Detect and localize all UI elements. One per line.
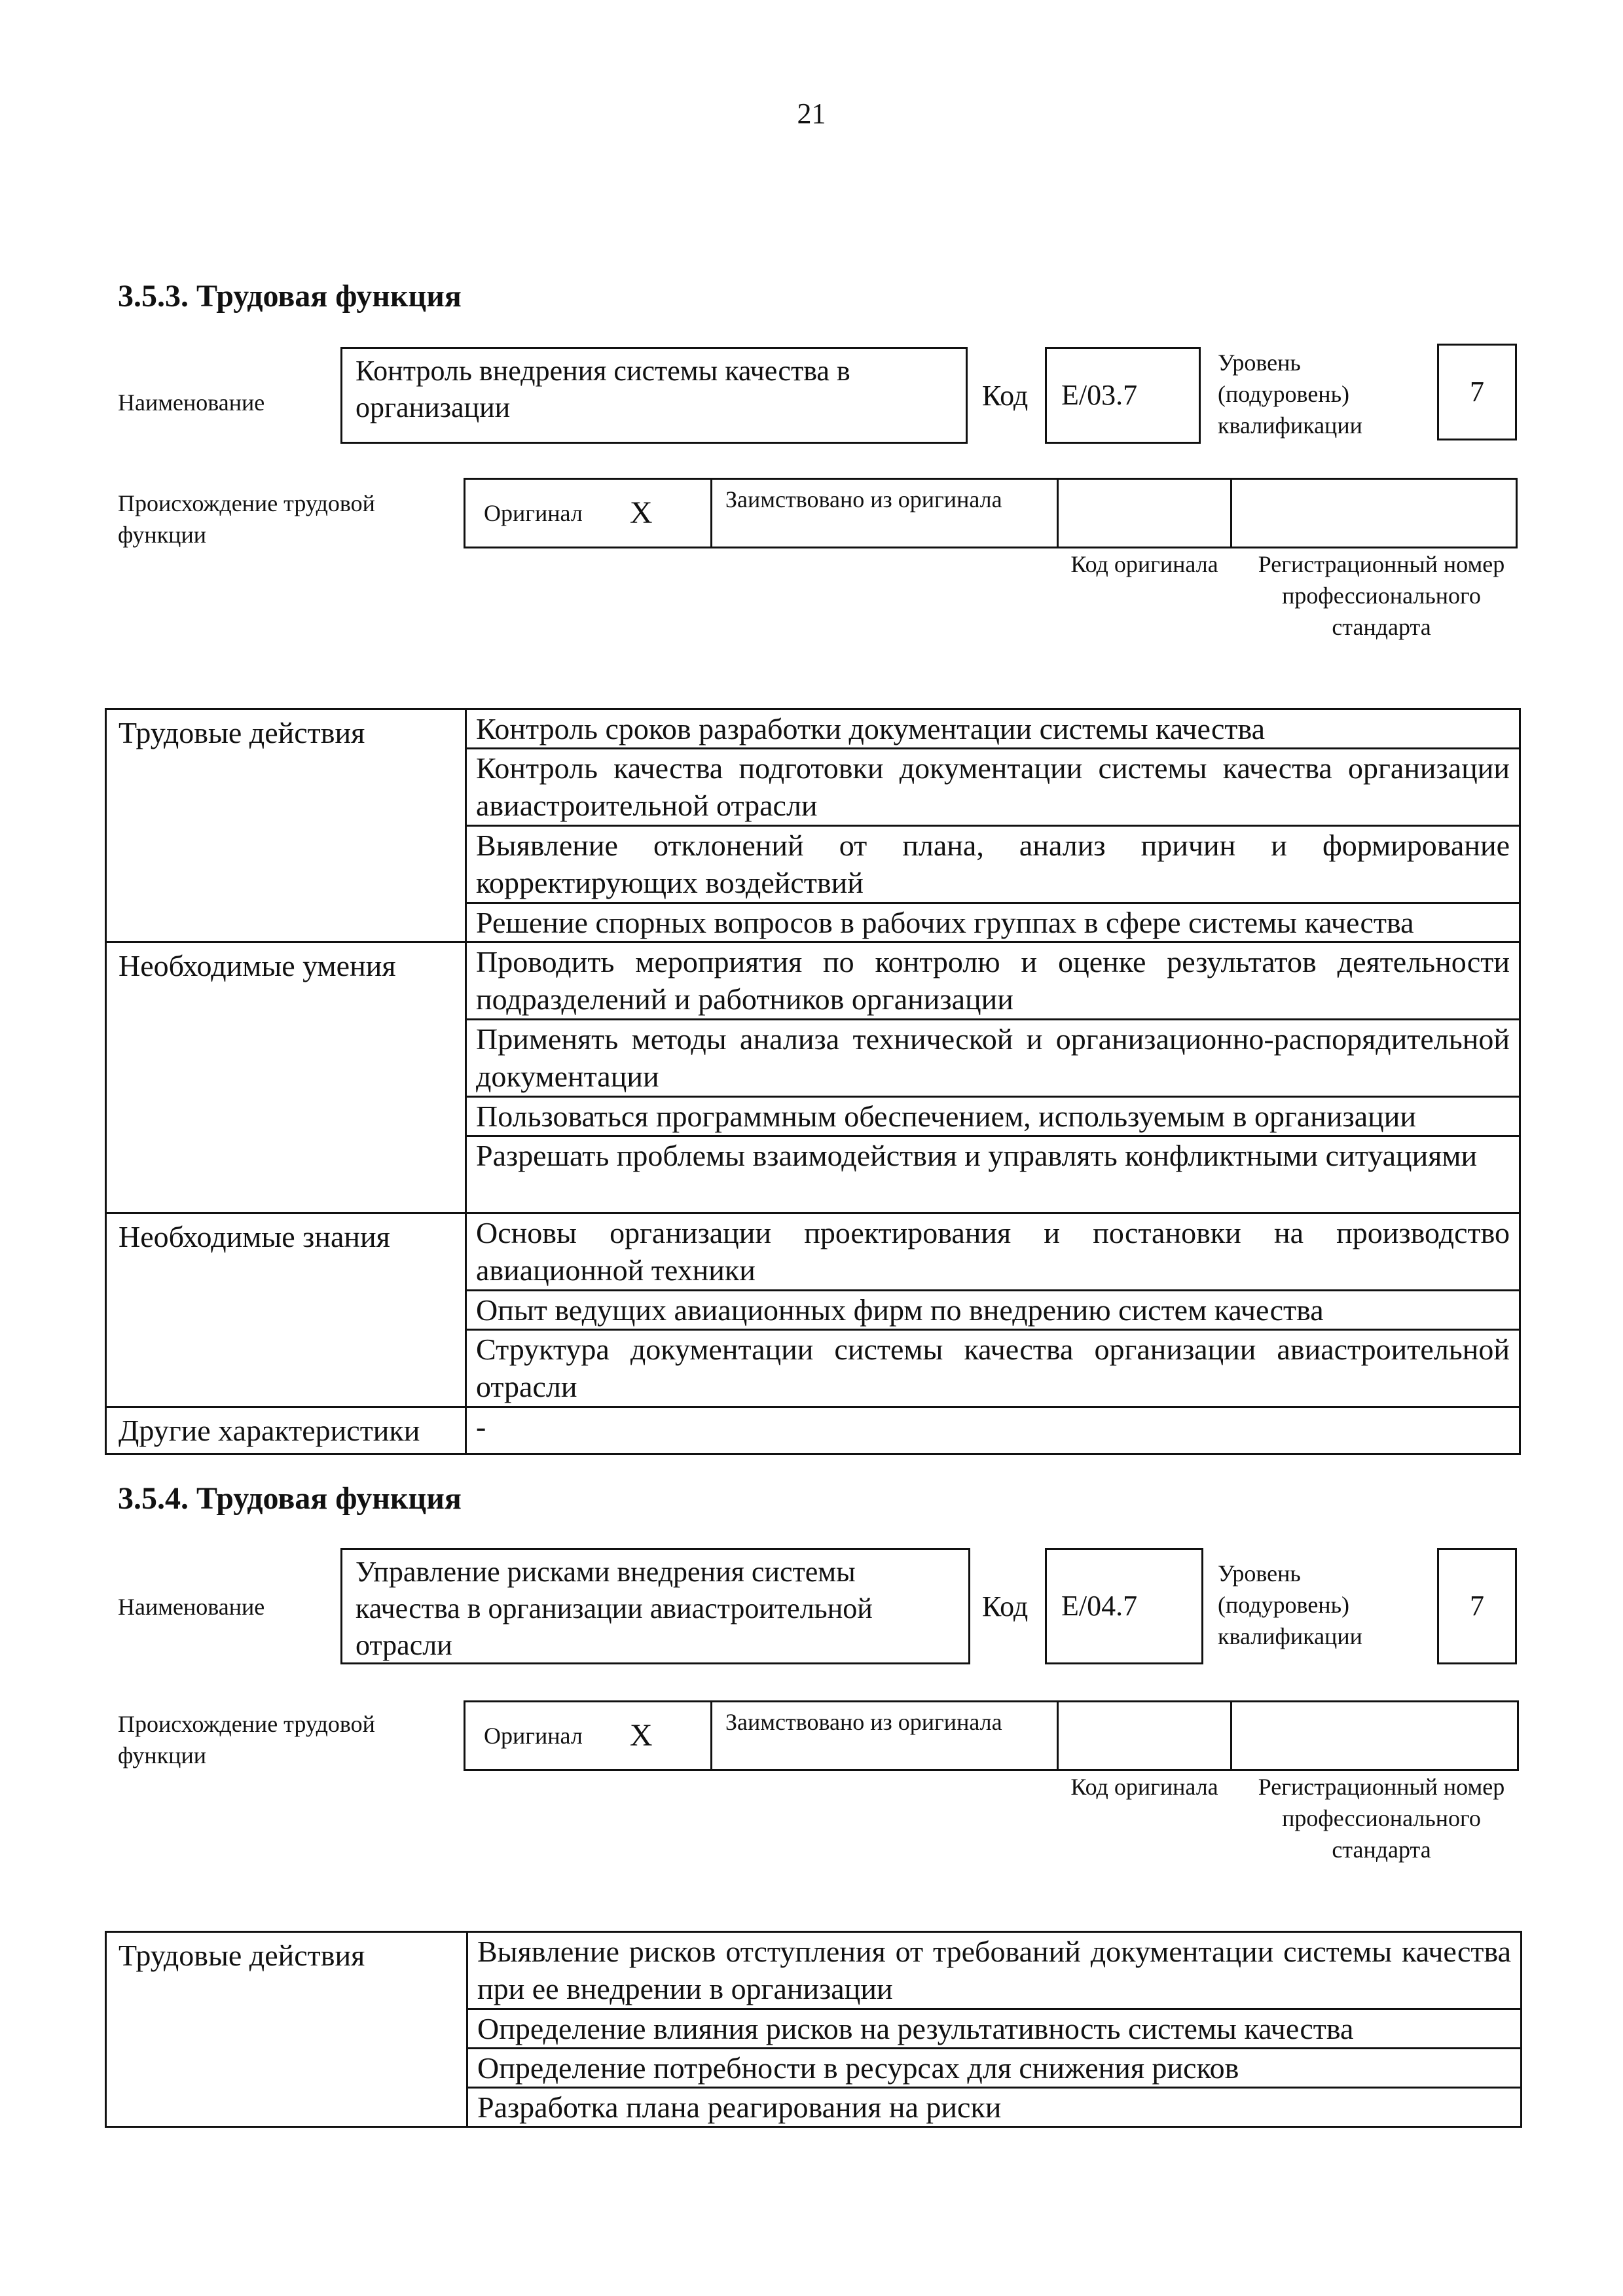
list-item: Структура документации системы качества организации авиастроительной отрасли <box>466 1330 1520 1407</box>
section-title: 3.5.4. Трудовая функция <box>118 1481 462 1516</box>
page-number: 21 <box>797 98 826 130</box>
list-item: Проводить мероприятия по контролю и оценке результатов деятельности подразделений и работников организации <box>466 942 1520 1020</box>
list-item: Применять методы анализа технической и организационно-распорядительной документации <box>466 1020 1520 1097</box>
category-actions: Трудовые действия <box>106 1932 467 2127</box>
original-mark: X <box>629 495 653 530</box>
origin-label: Происхождение трудовой функции <box>118 490 375 548</box>
borrowed-cell: Заимствовано из оригинала <box>710 478 1059 548</box>
code-value: Е/03.7 <box>1061 379 1138 411</box>
borrowed-cell: Заимствовано из оригинала <box>710 1700 1059 1771</box>
level-box <box>1437 344 1517 440</box>
reg-number-cell <box>1230 478 1518 548</box>
list-item: Пользоваться программным обеспечением, используемым в организации <box>466 1097 1520 1136</box>
list-item: Выявление рисков отступления от требований документации системы качества при ее внедрении в организации <box>467 1932 1522 2009</box>
name-label: Наименование <box>118 1594 265 1620</box>
list-item: Контроль качества подготовки документации системы качества организации авиастроительной отрасли <box>466 749 1520 826</box>
function-name-box <box>340 1548 970 1664</box>
category-skills: Необходимые умения <box>106 942 466 1213</box>
original-mark: X <box>629 1718 653 1753</box>
code-box <box>1045 1548 1203 1664</box>
origin-row <box>464 1700 1519 1771</box>
list-item: Выявление отклонений от плана, анализ причин и формирование корректирующих воздействий <box>466 826 1520 903</box>
level-value: 7 <box>1470 376 1484 408</box>
category-knowledge: Необходимые знания <box>106 1213 466 1407</box>
list-item: Определение влияния рисков на результативность системы качества <box>467 2009 1522 2049</box>
origin-label: Происхождение трудовой функции <box>118 1711 375 1768</box>
list-item: Разрешать проблемы взаимодействия и управлять конфликтными ситуациями <box>466 1136 1520 1213</box>
reg-number-cell <box>1230 1700 1519 1771</box>
level-value: 7 <box>1470 1590 1484 1622</box>
section-title: 3.5.3. Трудовая функция <box>118 279 462 314</box>
origin-row <box>464 478 1518 548</box>
category-actions: Трудовые действия <box>106 709 466 942</box>
function-table <box>105 1931 1522 2128</box>
function-table <box>105 708 1521 1455</box>
code-label: Код <box>982 1590 1029 1623</box>
code-label: Код <box>982 380 1029 412</box>
code-original-caption: Код оригинала <box>1070 1774 1218 1800</box>
list-item: Контроль сроков разработки документации системы качества <box>466 709 1520 749</box>
list-item: Опыт ведущих авиационных фирм по внедрению систем качества <box>466 1291 1520 1330</box>
code-original-caption: Код оригинала <box>1070 551 1218 577</box>
level-label: Уровень (подуровень) квалификации <box>1218 350 1362 439</box>
function-name-box <box>340 347 968 444</box>
original-cell: Оригинал X <box>464 1700 712 1771</box>
original-cell: Оригинал X <box>464 478 712 548</box>
category-other: Другие характеристики <box>106 1407 466 1454</box>
level-label: Уровень (подуровень) квалификации <box>1218 1560 1362 1649</box>
original-code-cell <box>1057 1700 1232 1771</box>
list-item: Определение потребности в ресурсах для снижения рисков <box>467 2049 1522 2088</box>
level-box <box>1437 1548 1517 1664</box>
code-value: Е/04.7 <box>1061 1590 1138 1622</box>
code-box <box>1045 347 1201 444</box>
list-item: - <box>466 1407 1520 1454</box>
list-item: Решение спорных вопросов в рабочих группах в сфере системы качества <box>466 903 1520 942</box>
original-code-cell <box>1057 478 1232 548</box>
function-name: Контроль внедрения системы качества в организации <box>356 355 850 423</box>
list-item: Основы организации проектирования и постановки на производство авиационной техники <box>466 1213 1520 1291</box>
reg-number-caption: Регистрационный номер профессионального стандарта <box>1258 1774 1505 1863</box>
list-item: Разработка плана реагирования на риски <box>467 2088 1522 2127</box>
function-name: Управление рисками внедрения системы качества в организации авиастроительной отрасли <box>356 1556 873 1661</box>
reg-number-caption: Регистрационный номер профессионального стандарта <box>1258 551 1505 640</box>
name-label: Наименование <box>118 389 265 416</box>
